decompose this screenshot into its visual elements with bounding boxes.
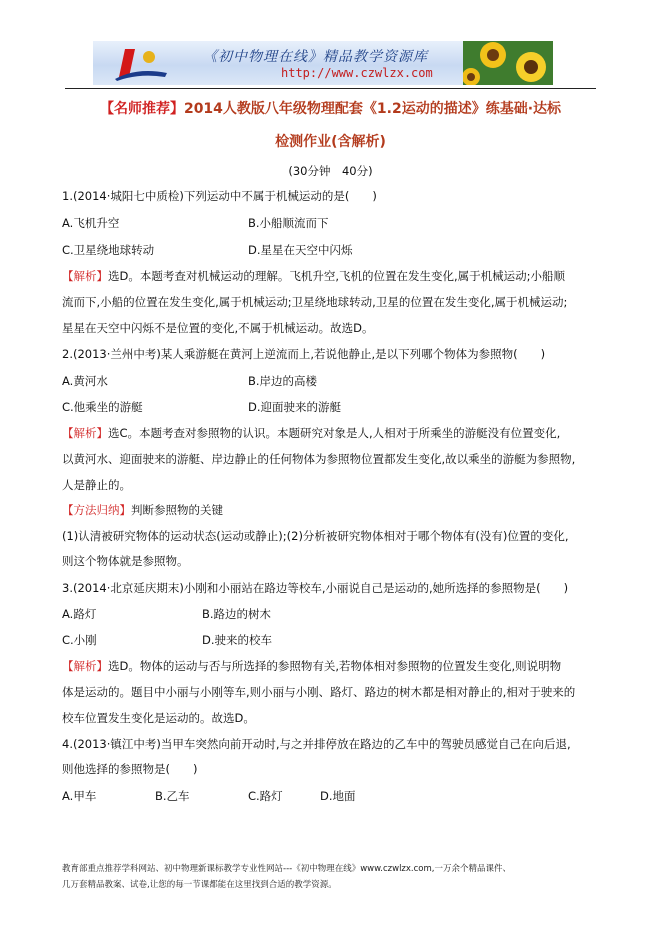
- q3-option-a: A.路灯: [62, 607, 97, 621]
- banner-url: http://www.czwlzx.com: [281, 66, 433, 80]
- q2-option-b: B.岸边的高楼: [248, 374, 318, 388]
- site-logo-icon: [107, 43, 177, 83]
- banner-title: 《初中物理在线》精品教学资源库: [203, 49, 428, 65]
- time-score: (30分钟 40分): [288, 164, 373, 178]
- method-text: 判断参照物的关键: [131, 503, 223, 517]
- q2-analysis-line1: [62, 425, 560, 441]
- q1-analysis-line1: [62, 268, 565, 284]
- q3-analysis-line1: [62, 658, 561, 674]
- header-divider: [65, 88, 596, 89]
- analysis-text: 选D。物体的运动与否与所选择的参照物有关,若物体相对参照物的位置发生变化,则说明物: [108, 659, 562, 673]
- q1-stem: 1.(2014·城阳七中质检)下列运动中不属于机械运动的是( ): [62, 189, 377, 203]
- q2-analysis-line3: 人是静止的。: [62, 478, 131, 492]
- header-banner: [93, 41, 553, 85]
- q1-option-b: B.小船顺流而下: [248, 216, 329, 230]
- q3-stem: 3.(2014·北京延庆期末)小刚和小丽站在路边等校车,小丽说自己是运动的,她所选择的参照物是( ): [62, 581, 569, 595]
- q3-option-d: D.驶来的校车: [202, 633, 273, 647]
- q2-method-line1: (1)认清被研究物体的运动状态(运动或静止);(2)分析被研究物体相对于哪个物体有(没有)位置的变化,: [62, 529, 569, 543]
- q1-option-d: D.星星在天空中闪烁: [248, 243, 353, 257]
- recommend-tag: 【名师推荐】: [99, 101, 184, 117]
- q2-method-line2: 则这个物体就是参照物。: [62, 554, 189, 568]
- q2-option-d: D.迎面驶来的游艇: [248, 400, 342, 414]
- analysis-tag: 【解析】: [62, 269, 108, 283]
- q4-option-b: B.乙车: [155, 789, 190, 803]
- analysis-text: 选C。本题考查对参照物的认识。本题研究对象是人,人相对于所乘坐的游艇没有位置变化,: [108, 426, 561, 440]
- document-title-line1: [60, 98, 601, 118]
- q2-option-a: A.黄河水: [62, 374, 108, 388]
- q4-stem-line1: 4.(2013·镇江中考)当甲车突然向前开动时,与之并排停放在路边的乙车中的驾驶员感觉自己在向后退,: [62, 737, 571, 751]
- q1-option-c: C.卫星绕地球转动: [62, 243, 155, 257]
- q3-option-b: B.路边的树木: [202, 607, 272, 621]
- analysis-tag: 【解析】: [62, 426, 108, 440]
- q2-option-c: C.他乘坐的游艇: [62, 400, 143, 414]
- analysis-text: 选D。本题考查对机械运动的理解。飞机升空,飞机的位置在发生变化,属于机械运动;小船顺: [108, 269, 566, 283]
- sunflower-image: [463, 41, 553, 85]
- q1-analysis-line3: 星星在天空中闪烁不是位置的变化,不属于机械运动。故选D。: [62, 321, 374, 335]
- q1-analysis-line2: 流而下,小船的位置在发生变化,属于机械运动;卫星绕地球转动,卫星的位置在发生变化,属于机械运动;: [62, 295, 568, 309]
- q4-stem-line2: 则他选择的参照物是( ): [62, 762, 198, 776]
- q4-option-c: C.路灯: [248, 789, 283, 803]
- q1-option-a: A.飞机升空: [62, 216, 120, 230]
- footer-line2: 几万套精品教案、试卷,让您的每一节课都能在这里找到合适的教学资源。: [62, 880, 337, 890]
- q2-method-heading: [62, 502, 223, 518]
- q3-option-c: C.小刚: [62, 633, 97, 647]
- q2-analysis-line2: 以黄河水、迎面驶来的游艇、岸边静止的任何物体为参照物位置都发生变化,故以乘坐的游艇为参照物,: [62, 452, 576, 466]
- analysis-tag: 【解析】: [62, 659, 108, 673]
- method-tag: 【方法归纳】: [62, 503, 131, 517]
- footer-line1: 教育部重点推荐学科网站、初中物理新课标教学专业性网站---《初中物理在线》www.czwlzx.com,一万余个精品课件、: [62, 864, 511, 874]
- q2-stem: 2.(2013·兰州中考)某人乘游艇在黄河上逆流而上,若说他静止,是以下列哪个物体为参照物( ): [62, 347, 546, 361]
- q4-option-d: D.地面: [320, 789, 356, 803]
- q4-option-a: A.甲车: [62, 789, 97, 803]
- q3-analysis-line2: 体是运动的。题目中小丽与小刚等车,则小丽与小刚、路灯、路边的树木都是相对静止的,相对于驶来的: [62, 685, 576, 699]
- title-text: 2014人教版八年级物理配套《1.2运动的描述》练基础·达标: [183, 101, 562, 117]
- document-title-line2: 检测作业(含解析): [275, 134, 386, 150]
- q3-analysis-line3: 校车位置发生变化是运动的。故选D。: [62, 711, 255, 725]
